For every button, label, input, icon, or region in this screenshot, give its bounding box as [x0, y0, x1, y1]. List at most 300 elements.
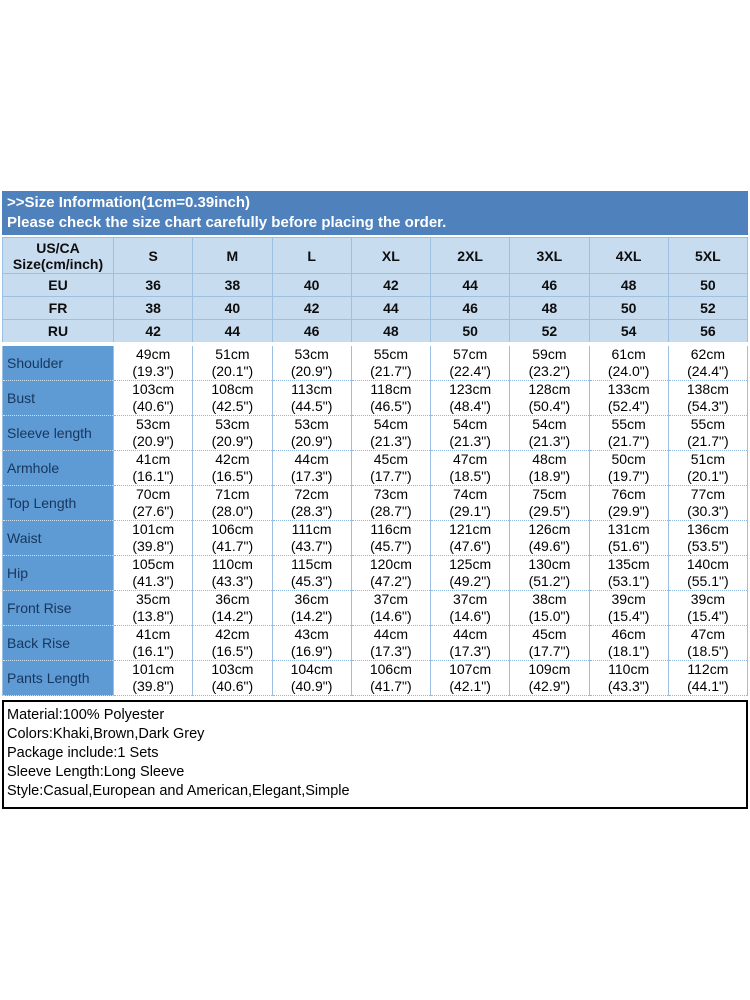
measurement-label: Shoulder	[3, 344, 114, 381]
measurement-value	[431, 591, 510, 626]
value-inch: (51.2")	[528, 573, 571, 589]
value-inch: (41.7")	[211, 538, 254, 554]
value-cm: 46cm	[611, 626, 646, 642]
measurement-label: Sleeve length	[3, 416, 114, 451]
value-inch: (23.2")	[528, 363, 571, 379]
value-inch: (28.3")	[290, 503, 333, 519]
measurement-value	[114, 486, 193, 521]
banner-title: >>Size Information(1cm=0.39inch)	[7, 194, 250, 211]
measurement-value	[431, 626, 510, 661]
region-size-value: 38	[114, 297, 193, 320]
region-size-value: 44	[431, 274, 510, 297]
value-cm: 125cm	[449, 556, 492, 572]
measurement-value	[510, 416, 589, 451]
value-cm: 59cm	[532, 346, 567, 362]
measurement-value	[589, 344, 668, 381]
value-cm: 110cm	[211, 556, 253, 572]
value-cm: 104cm	[290, 661, 333, 677]
value-inch: (42.9")	[528, 678, 571, 694]
measurement-value	[193, 381, 272, 416]
measurement-value	[589, 416, 668, 451]
measurement-value	[193, 661, 272, 696]
corner-header-cell	[3, 238, 114, 274]
measurement-value	[272, 451, 351, 486]
size-chart-table	[2, 237, 748, 696]
corner-label-line1: US/CA	[36, 239, 80, 256]
size-column-4xl: 4XL	[589, 238, 668, 274]
value-inch: (28.0")	[211, 503, 254, 519]
measurement-value	[351, 344, 430, 381]
value-cm: 72cm	[294, 486, 329, 502]
measurement-value	[668, 344, 747, 381]
value-inch: (45.7")	[370, 538, 412, 554]
region-size-value: 46	[272, 320, 351, 345]
value-cm: 71cm	[215, 486, 250, 502]
value-cm: 55cm	[373, 346, 408, 362]
measurement-value	[510, 661, 589, 696]
measurement-value	[193, 626, 272, 661]
value-inch: (18.5")	[449, 468, 491, 484]
value-inch: (15.4")	[607, 608, 650, 624]
region-size-value: 40	[193, 297, 272, 320]
region-size-value: 38	[193, 274, 272, 297]
value-cm: 120cm	[369, 556, 412, 572]
size-chart-content	[2, 191, 748, 809]
value-inch: (16.1")	[132, 468, 174, 484]
measurement-value	[272, 344, 351, 381]
value-cm: 47cm	[453, 451, 488, 467]
value-inch: (21.3")	[449, 433, 491, 449]
value-inch: (17.3")	[290, 468, 333, 484]
value-cm: 36cm	[294, 591, 329, 607]
value-cm: 45cm	[532, 626, 567, 642]
value-inch: (13.8")	[132, 608, 174, 624]
measurement-value	[589, 521, 668, 556]
value-inch: (49.6")	[528, 538, 571, 554]
value-cm: 61cm	[611, 346, 646, 362]
value-inch: (40.9")	[290, 678, 333, 694]
measurement-value	[351, 381, 430, 416]
value-cm: 140cm	[686, 556, 729, 572]
value-inch: (20.9")	[290, 363, 333, 379]
value-inch: (44.1")	[687, 678, 729, 694]
region-label: RU	[3, 320, 114, 345]
measurement-value	[668, 381, 747, 416]
value-cm: 110cm	[608, 661, 650, 677]
measurement-value	[431, 344, 510, 381]
measurement-value	[431, 381, 510, 416]
value-inch: (40.6")	[132, 398, 174, 414]
value-inch: (14.6")	[370, 608, 412, 624]
value-cm: 103cm	[211, 661, 254, 677]
value-inch: (39.8")	[132, 538, 174, 554]
size-column-xl: XL	[351, 238, 430, 274]
value-cm: 109cm	[528, 661, 571, 677]
measurement-label: Back Rise	[3, 626, 114, 661]
measurement-value	[351, 486, 430, 521]
value-inch: (29.9")	[607, 503, 650, 519]
region-size-value: 50	[431, 320, 510, 345]
value-cm: 37cm	[373, 591, 408, 607]
measurement-value	[351, 451, 430, 486]
banner-subtitle: Please check the size chart carefully before placing the order.	[7, 214, 447, 231]
measurement-value	[668, 556, 747, 591]
value-cm: 53cm	[215, 416, 250, 432]
value-cm: 41cm	[136, 451, 171, 467]
size-column-l: L	[272, 238, 351, 274]
value-cm: 55cm	[611, 416, 646, 432]
measurement-value	[510, 381, 589, 416]
value-inch: (44.5")	[290, 398, 333, 414]
value-cm: 101cm	[132, 521, 175, 537]
measurement-value	[351, 556, 430, 591]
value-inch: (21.3")	[528, 433, 571, 449]
measurement-value	[668, 521, 747, 556]
measurement-value	[510, 451, 589, 486]
region-row-eu	[3, 274, 748, 297]
value-cm: 45cm	[373, 451, 408, 467]
value-cm: 35cm	[136, 591, 171, 607]
measurement-value	[272, 591, 351, 626]
value-cm: 54cm	[373, 416, 408, 432]
value-cm: 36cm	[215, 591, 250, 607]
product-info-line: Package include:1 Sets	[7, 745, 159, 761]
region-size-value: 40	[272, 274, 351, 297]
measurement-value	[589, 591, 668, 626]
value-cm: 50cm	[611, 451, 646, 467]
value-cm: 138cm	[686, 381, 729, 397]
measurement-value	[193, 344, 272, 381]
value-inch: (49.2")	[449, 573, 491, 589]
measurement-label: Armhole	[3, 451, 114, 486]
region-size-value: 36	[114, 274, 193, 297]
region-label: FR	[3, 297, 114, 320]
value-inch: (40.6")	[211, 678, 254, 694]
size-column-m: M	[193, 238, 272, 274]
value-inch: (28.7")	[370, 503, 412, 519]
value-cm: 77cm	[690, 486, 725, 502]
measurement-row-shoulder	[3, 344, 748, 381]
measurement-value	[668, 486, 747, 521]
measurement-label: Pants Length	[3, 661, 114, 696]
measurement-value	[114, 556, 193, 591]
measurement-row-top-length	[3, 486, 748, 521]
value-inch: (27.6")	[132, 503, 174, 519]
value-cm: 74cm	[453, 486, 488, 502]
measurement-value	[668, 626, 747, 661]
value-cm: 118cm	[370, 381, 412, 397]
value-cm: 51cm	[690, 451, 725, 467]
size-column-2xl: 2XL	[431, 238, 510, 274]
value-inch: (46.5")	[370, 398, 412, 414]
value-inch: (16.1")	[132, 643, 174, 659]
value-inch: (43.3")	[607, 678, 650, 694]
product-info-box	[2, 700, 748, 809]
region-size-value: 44	[193, 320, 272, 345]
value-inch: (20.1")	[687, 468, 729, 484]
measurement-value	[589, 486, 668, 521]
value-inch: (16.5")	[211, 643, 254, 659]
product-info-line: Material:100% Polyester	[7, 707, 165, 723]
region-row-ru	[3, 320, 748, 345]
region-size-value: 52	[668, 297, 747, 320]
value-inch: (43.7")	[290, 538, 333, 554]
measurement-value	[114, 381, 193, 416]
value-inch: (18.1")	[607, 643, 650, 659]
measurement-value	[589, 626, 668, 661]
value-cm: 130cm	[528, 556, 571, 572]
value-cm: 116cm	[370, 521, 412, 537]
region-size-value: 46	[431, 297, 510, 320]
value-inch: (19.3")	[132, 363, 174, 379]
value-cm: 128cm	[528, 381, 571, 397]
measurement-label: Top Length	[3, 486, 114, 521]
measurement-value	[589, 451, 668, 486]
measurement-value	[272, 556, 351, 591]
value-inch: (47.6")	[449, 538, 491, 554]
value-cm: 44cm	[373, 626, 408, 642]
region-size-value: 42	[272, 297, 351, 320]
measurement-value	[193, 416, 272, 451]
value-cm: 126cm	[528, 521, 571, 537]
value-inch: (53.1")	[607, 573, 650, 589]
measurement-value	[589, 661, 668, 696]
size-header-row	[3, 238, 748, 274]
product-info-line: Style:Casual,European and American,Elegant,Simple	[7, 783, 350, 799]
value-cm: 113cm	[291, 381, 333, 397]
measurement-value	[668, 661, 747, 696]
measurement-row-hip	[3, 556, 748, 591]
measurement-value	[193, 451, 272, 486]
value-inch: (17.3")	[370, 643, 412, 659]
value-inch: (45.3")	[290, 573, 333, 589]
value-cm: 131cm	[607, 521, 650, 537]
value-cm: 39cm	[690, 591, 725, 607]
value-inch: (17.7")	[528, 643, 571, 659]
value-cm: 103cm	[132, 381, 175, 397]
value-cm: 121cm	[449, 521, 492, 537]
value-inch: (17.7")	[370, 468, 412, 484]
region-size-value: 42	[351, 274, 430, 297]
value-cm: 101cm	[132, 661, 175, 677]
measurement-row-front-rise	[3, 591, 748, 626]
value-inch: (53.5")	[687, 538, 729, 554]
value-cm: 75cm	[532, 486, 567, 502]
measurement-value	[351, 626, 430, 661]
value-inch: (17.3")	[449, 643, 491, 659]
region-size-value: 46	[510, 274, 589, 297]
measurement-value	[114, 344, 193, 381]
value-cm: 108cm	[211, 381, 254, 397]
value-inch: (41.7")	[370, 678, 412, 694]
size-info-banner	[2, 191, 748, 235]
value-inch: (21.7")	[607, 433, 650, 449]
region-size-value: 42	[114, 320, 193, 345]
corner-label-line2: Size(cm/inch)	[12, 255, 104, 272]
value-cm: 106cm	[369, 661, 412, 677]
measurement-value	[589, 381, 668, 416]
measurement-value	[114, 416, 193, 451]
value-cm: 106cm	[211, 521, 254, 537]
measurement-row-back-rise	[3, 626, 748, 661]
value-inch: (15.0")	[528, 608, 571, 624]
measurement-value	[114, 521, 193, 556]
measurement-value	[272, 381, 351, 416]
value-inch: (30.3")	[687, 503, 729, 519]
region-size-value: 48	[510, 297, 589, 320]
value-inch: (18.5")	[687, 643, 729, 659]
region-size-value: 50	[668, 274, 747, 297]
measurement-value	[431, 451, 510, 486]
measurement-value	[272, 486, 351, 521]
value-inch: (39.8")	[132, 678, 174, 694]
value-cm: 62cm	[690, 346, 725, 362]
value-inch: (41.3")	[132, 573, 174, 589]
value-inch: (24.4")	[687, 363, 729, 379]
region-size-value: 48	[351, 320, 430, 345]
value-inch: (16.9")	[290, 643, 333, 659]
value-inch: (29.1")	[449, 503, 491, 519]
value-cm: 107cm	[449, 661, 492, 677]
measurement-row-armhole	[3, 451, 748, 486]
value-inch: (29.5")	[528, 503, 571, 519]
value-cm: 42cm	[215, 626, 250, 642]
value-cm: 70cm	[136, 486, 171, 502]
measurement-value	[510, 521, 589, 556]
value-inch: (43.3")	[211, 573, 254, 589]
measurement-value	[272, 416, 351, 451]
measurement-row-pants-length	[3, 661, 748, 696]
value-inch: (20.9")	[211, 433, 254, 449]
value-inch: (47.2")	[370, 573, 412, 589]
region-size-value: 44	[351, 297, 430, 320]
measurement-value	[431, 521, 510, 556]
value-inch: (20.9")	[132, 433, 174, 449]
value-inch: (15.4")	[687, 608, 729, 624]
measurement-value	[431, 486, 510, 521]
value-cm: 111cm	[291, 521, 332, 537]
value-inch: (18.9")	[528, 468, 571, 484]
measurement-label: Waist	[3, 521, 114, 556]
value-cm: 57cm	[453, 346, 488, 362]
size-column-5xl: 5XL	[668, 238, 747, 274]
value-cm: 47cm	[690, 626, 725, 642]
measurement-value	[510, 344, 589, 381]
region-size-value: 56	[668, 320, 747, 345]
size-column-3xl: 3XL	[510, 238, 589, 274]
value-cm: 53cm	[294, 346, 329, 362]
measurement-value	[510, 486, 589, 521]
measurement-value	[114, 661, 193, 696]
value-inch: (19.7")	[607, 468, 650, 484]
value-cm: 44cm	[453, 626, 488, 642]
value-cm: 54cm	[453, 416, 488, 432]
value-cm: 136cm	[686, 521, 729, 537]
measurement-row-bust	[3, 381, 748, 416]
value-inch: (20.1")	[211, 363, 254, 379]
value-inch: (48.4")	[449, 398, 491, 414]
value-inch: (24.0")	[607, 363, 650, 379]
value-cm: 53cm	[294, 416, 329, 432]
measurement-value	[431, 661, 510, 696]
measurement-row-sleeve-length	[3, 416, 748, 451]
value-cm: 105cm	[132, 556, 175, 572]
measurement-value	[510, 591, 589, 626]
measurement-value	[272, 521, 351, 556]
measurement-value	[193, 521, 272, 556]
value-inch: (22.4")	[449, 363, 491, 379]
value-cm: 37cm	[453, 591, 488, 607]
measurement-value	[351, 416, 430, 451]
measurement-value	[114, 451, 193, 486]
value-inch: (51.6")	[607, 538, 650, 554]
value-inch: (55.1")	[687, 573, 729, 589]
region-size-value: 50	[589, 297, 668, 320]
measurement-value	[668, 451, 747, 486]
value-inch: (42.5")	[211, 398, 254, 414]
value-inch: (14.6")	[449, 608, 491, 624]
region-label: EU	[3, 274, 114, 297]
measurement-value	[668, 416, 747, 451]
value-inch: (54.3")	[687, 398, 729, 414]
measurement-value	[272, 661, 351, 696]
measurement-value	[272, 626, 351, 661]
value-inch: (52.4")	[607, 398, 650, 414]
measurement-value	[114, 591, 193, 626]
measurement-value	[193, 556, 272, 591]
value-inch: (16.5")	[211, 468, 254, 484]
value-cm: 112cm	[687, 661, 729, 677]
measurement-label: Front Rise	[3, 591, 114, 626]
value-inch: (14.2")	[211, 608, 254, 624]
value-cm: 115cm	[291, 556, 333, 572]
size-column-s: S	[114, 238, 193, 274]
value-cm: 55cm	[690, 416, 725, 432]
measurement-value	[351, 591, 430, 626]
measurement-value	[431, 416, 510, 451]
value-cm: 133cm	[607, 381, 650, 397]
measurement-value	[431, 556, 510, 591]
value-cm: 49cm	[136, 346, 171, 362]
value-cm: 44cm	[294, 451, 329, 467]
value-inch: (21.3")	[370, 433, 412, 449]
value-cm: 53cm	[136, 416, 171, 432]
region-size-value: 54	[589, 320, 668, 345]
measurement-value	[193, 591, 272, 626]
measurement-value	[589, 556, 668, 591]
value-cm: 123cm	[449, 381, 492, 397]
value-inch: (20.9")	[290, 433, 333, 449]
value-cm: 48cm	[532, 451, 567, 467]
measurement-value	[510, 556, 589, 591]
region-size-value: 52	[510, 320, 589, 345]
value-cm: 73cm	[373, 486, 408, 502]
value-inch: (14.2")	[290, 608, 333, 624]
value-cm: 43cm	[294, 626, 329, 642]
measurement-value	[510, 626, 589, 661]
measurement-value	[351, 661, 430, 696]
measurement-label: Bust	[3, 381, 114, 416]
measurement-rows	[3, 344, 748, 696]
value-cm: 39cm	[611, 591, 646, 607]
measurement-value	[114, 626, 193, 661]
value-inch: (21.7")	[370, 363, 412, 379]
product-info-line: Sleeve Length:Long Sleeve	[7, 764, 185, 780]
measurement-value	[351, 521, 430, 556]
value-cm: 76cm	[611, 486, 646, 502]
value-inch: (50.4")	[528, 398, 571, 414]
measurement-label: Hip	[3, 556, 114, 591]
